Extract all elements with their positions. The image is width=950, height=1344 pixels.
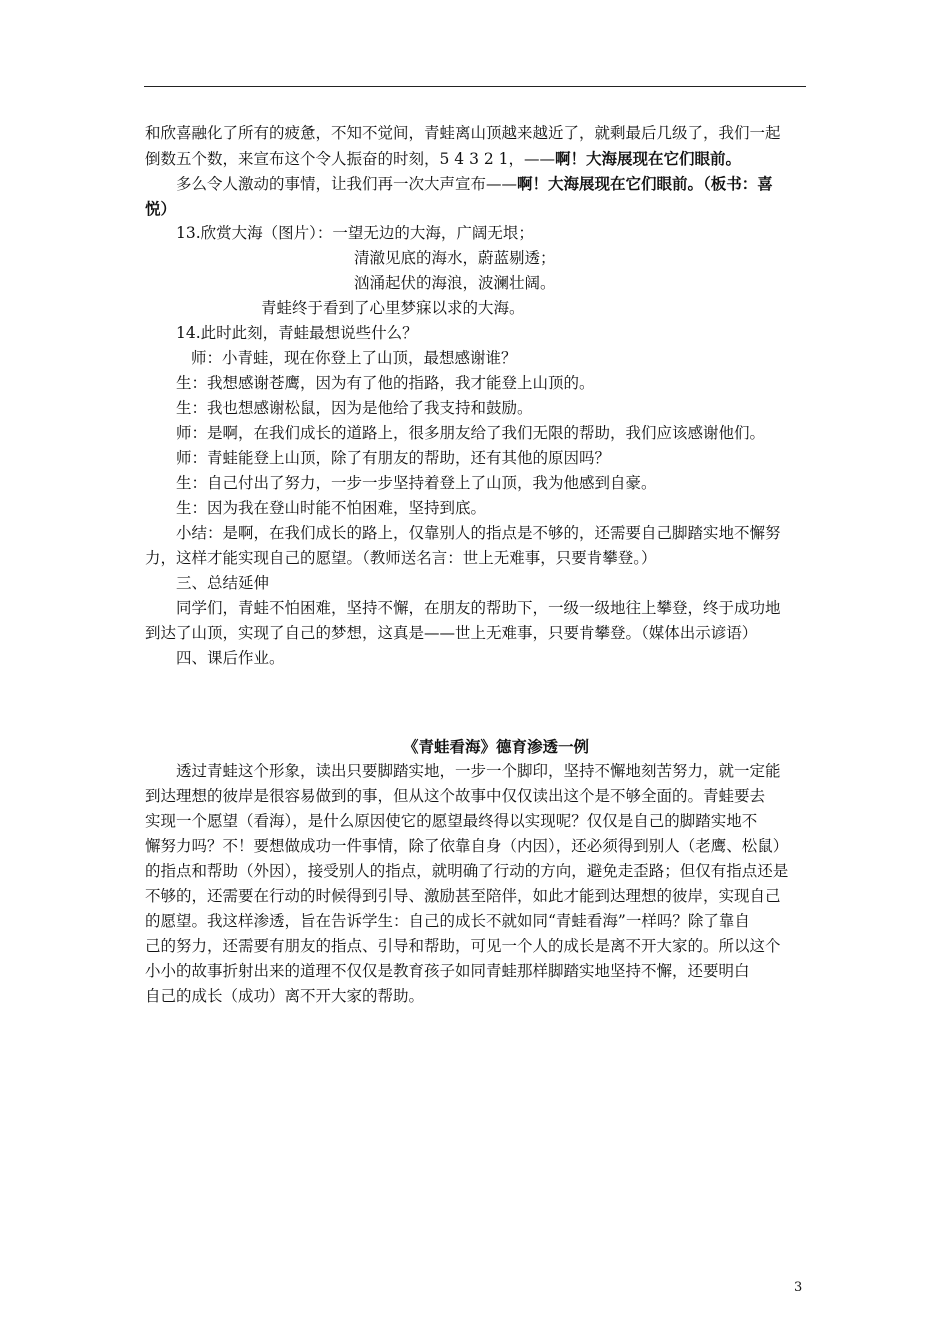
essay-line: 到达理想的彼岸是很容易做到的事，但从这个故事中仅仅读出这个是不够全面的。青蛙要去 bbox=[145, 787, 766, 805]
text-line: 师：青蛙能登上山顶，除了有朋友的帮助，还有其他的原因吗？ bbox=[176, 449, 611, 467]
essay-line: 透过青蛙这个形象，读出只要脚踏实地，一步一个脚印，坚持不懈地刻苦努力，就一定能 bbox=[176, 762, 781, 780]
essay-line: 自己的成长（成功）离不开大家的帮助。 bbox=[145, 987, 425, 1005]
text-line: 和欣喜融化了所有的疲惫，不知不觉间，青蛙离山顶越来越近了，就剩最后几级了，我们一起 bbox=[145, 124, 781, 142]
text-line: 汹涌起伏的海浪，波澜壮阔。 bbox=[354, 274, 556, 292]
essay-line: 不够的，还需要在行动的时候得到引导、激励甚至陪伴，如此才能到达理想的彼岸，实现自己 bbox=[145, 887, 781, 905]
text-line: 到达了山顶，实现了自己的梦想，这真是——世上无难事，只要肯攀登。（媒体出示谚语） bbox=[145, 624, 758, 642]
text-line: 悦） bbox=[145, 199, 177, 218]
text-line: 13.欣赏大海（图片）：一望无边的大海，广阔无垠； bbox=[176, 224, 534, 242]
text-run: 倒数五个数，来宣布这个令人振奋的时刻，5 4 3 2 1，—— bbox=[145, 150, 556, 168]
text-line: 师：是啊，在我们成长的道路上，很多朋友给了我们无限的帮助，我们应该感谢他们。 bbox=[176, 424, 766, 442]
page-number: 3 bbox=[794, 1280, 803, 1295]
text-line: 生：我也想感谢松鼠，因为是他给了我支持和鼓励。 bbox=[176, 399, 533, 417]
text-line: 青蛙终于看到了心里梦寐以求的大海。 bbox=[261, 299, 525, 317]
essay-line: 懈努力吗？不！要想做成功一件事情，除了依靠自身（内因），还必须得到别人（老鹰、松鼠） bbox=[145, 837, 789, 855]
essay-title: 《青蛙看海》德育渗透一例 bbox=[402, 737, 589, 756]
section-heading: 四、课后作业。 bbox=[176, 649, 285, 667]
header-rule bbox=[144, 86, 806, 87]
text-line: 生：自己付出了努力，一步一步坚持着登上了山顶，我为他感到自豪。 bbox=[176, 474, 657, 492]
bold-text-run: 啊！大海展现在它们眼前。（板书：喜 bbox=[517, 174, 773, 193]
text-line: 生：因为我在登山时能不怕困难，坚持到底。 bbox=[176, 499, 487, 517]
text-line: 师：小青蛙，现在你登上了山顶，最想感谢谁？ bbox=[191, 349, 517, 367]
text-run: 多么令人激动的事情，让我们再一次大声宣布—— bbox=[176, 175, 518, 193]
essay-line: 小小的故事折射出来的道理不仅仅是教育孩子如同青蛙那样脚踏实地坚持不懈，还要明白 bbox=[145, 962, 750, 980]
text-line: 力，这样才能实现自己的愿望。（教师送名言：世上无难事，只要肯攀登。） bbox=[145, 549, 657, 567]
text-line: 小结：是啊，在我们成长的路上，仅靠别人的指点是不够的，还需要自己脚踏实地不懈努 bbox=[176, 524, 781, 542]
spacer bbox=[145, 671, 807, 734]
essay-line: 己的努力，还需要有朋友的指点、引导和帮助，可见一个人的成长是离不开大家的。所以这个 bbox=[145, 937, 781, 955]
text-line: 同学们，青蛙不怕困难，坚持不懈，在朋友的帮助下，一级一级地往上攀登，终于成功地 bbox=[176, 599, 781, 617]
text-line bbox=[145, 171, 807, 196]
text-line: 清澈见底的海水，蔚蓝剔透； bbox=[354, 249, 556, 267]
bold-text-run: 啊！大海展现在它们眼前。 bbox=[555, 149, 742, 168]
essay-line: 的愿望。我这样渗透，旨在告诉学生：自己的成长不就如同“青蛙看海”一样吗？除了靠自 bbox=[145, 912, 750, 930]
essay-line: 实现一个愿望（看海），是什么原因使它的愿望最终得以实现呢？仅仅是自己的脚踏实地不 bbox=[145, 812, 758, 830]
essay-line: 的指点和帮助（外因），接受别人的指点，就明确了行动的方向，避免走歪路；但仅有指点还是 bbox=[145, 862, 789, 880]
text-line: 生：我想感谢苍鹰，因为有了他的指路，我才能登上山顶的。 bbox=[176, 374, 595, 392]
text-line bbox=[145, 146, 807, 171]
text-line: 14.此时此刻，青蛙最想说些什么？ bbox=[176, 324, 418, 342]
document-body bbox=[145, 121, 807, 1009]
section-heading: 三、总结延伸 bbox=[176, 574, 270, 592]
